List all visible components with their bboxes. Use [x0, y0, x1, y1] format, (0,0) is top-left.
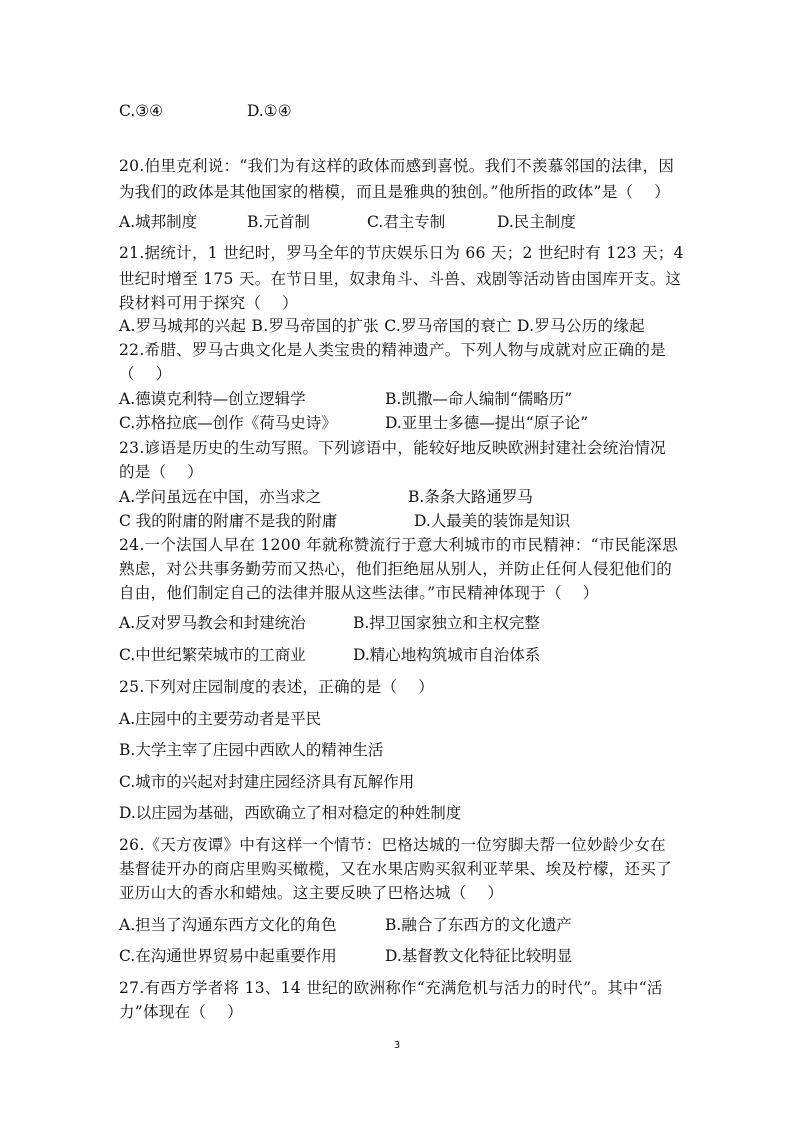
question-27-text: 27.有西方学者将 13、14 世纪的欧洲称作“充满危机与活力的时代”。其中“活 [119, 979, 663, 997]
option-c: C.君主专制 [367, 213, 446, 231]
question-21-text: 世纪时增至 175 天。在节日里，奴隶角斗、斗兽、戏剧等活动皆由国库开支。这 [119, 270, 682, 288]
option-a: A.学问虽远在中国，亦当求之 [119, 488, 322, 506]
option-a: A.庄园中的主要劳动者是平民 [119, 710, 322, 728]
option-c: C.在沟通世界贸易中起重要作用 [119, 947, 337, 965]
question-20-text: 20.伯里克利说：“我们为有这样的政体而感到喜悦。我们不羡慕邻国的法律，因 [119, 157, 675, 175]
option-d: D.人最美的装饰是知识 [414, 512, 571, 530]
option-b: B.条条大路通罗马 [408, 488, 533, 506]
question-22-text: 22.希腊、罗马古典文化是人类宝贵的精神遗产。下列人物与成就对应正确的是 [119, 341, 666, 359]
question-26-text: 基督徒开办的商店里购买橄榄，又在水果店购买叙利亚苹果、埃及柠檬，还买了 [119, 860, 673, 878]
option-d: D.以庄园为基础，西欧确立了相对稳定的种姓制度 [119, 804, 462, 822]
option-b: B.大学主宰了庄园中西欧人的精神生活 [119, 741, 384, 759]
question-27-text: 力”体现在（ ） [119, 1003, 243, 1021]
option-c: C.③④ [119, 102, 164, 120]
question-24-text: 自由，他们制定自己的法律并服从这些法律。”市民精神体现于（ ） [119, 584, 599, 602]
question-24-text: 熟虑，对公共事务勤劳而又热心，他们拒绝屈从别人，并防止任何人侵犯他们的 [119, 560, 673, 578]
option-a: A.反对罗马教会和封建统治 [119, 614, 306, 632]
option-c: C.中世纪繁荣城市的工商业 [119, 646, 306, 664]
option-d: D.亚里士多德—提出“原子论” [385, 414, 589, 432]
question-23-text: 的是（ ） [119, 463, 204, 481]
question-21-options: A.罗马城邦的兴起 B.罗马帝国的扩张 C.罗马帝国的衰亡 D.罗马公历的缘起 [119, 317, 645, 335]
option-b: B.元首制 [247, 213, 310, 231]
option-b: B.捍卫国家独立和主权完整 [353, 614, 540, 632]
option-d: D.民主制度 [497, 213, 576, 231]
question-21-text: 段材料可用于探究（ ） [119, 294, 298, 312]
option-d: D.精心地构筑城市自治体系 [353, 646, 541, 664]
question-25-text: 25.下列对庄园制度的表述，正确的是（ ） [119, 678, 435, 696]
option-c: C.城市的兴起对封建庄园经济具有瓦解作用 [119, 773, 415, 791]
option-c: C 我的附庸的附庸不是我的附庸 [119, 512, 338, 530]
page-number: 3 [393, 1040, 401, 1051]
question-21-text: 21.据统计，1 世纪时，罗马全年的节庆娱乐日为 66 天；2 世纪时有 123 天；4 [119, 244, 684, 262]
option-b: B.凯撒—命人编制“儒略历” [385, 390, 573, 408]
question-22-text: （ ） [119, 365, 172, 383]
question-26-text: 亚历山大的香水和蜡烛。这主要反映了巴格达城（ ） [119, 884, 504, 902]
option-c: C.苏格拉底—创作《荷马史诗》 [119, 414, 337, 432]
question-24-text: 24.一个法国人早在 1200 年就称赞流行于意大利城市的市民精神：“市民能深思 [119, 536, 678, 554]
option-a: A.城邦制度 [119, 213, 198, 231]
question-23-text: 23.谚语是历史的生动写照。下列谚语中，能较好地反映欧洲封建社会统治情况 [119, 439, 666, 457]
question-26-text: 26.《天方夜谭》中有这样一个情节：巴格达城的一位穷脚夫帮一位妙龄少女在 [119, 836, 666, 854]
option-d: D.基督教文化特征比较明显 [385, 947, 573, 965]
option-a: A.担当了沟通东西方文化的角色 [119, 916, 337, 934]
option-b: B.融合了东西方的文化遗产 [385, 916, 572, 934]
option-a: A.德谟克利特—创立逻辑学 [119, 390, 306, 408]
option-d: D.①④ [247, 102, 292, 120]
question-20-text: 为我们的政体是其他国家的楷模，而且是雅典的独创。”他所指的政体”是（ ） [119, 183, 671, 201]
